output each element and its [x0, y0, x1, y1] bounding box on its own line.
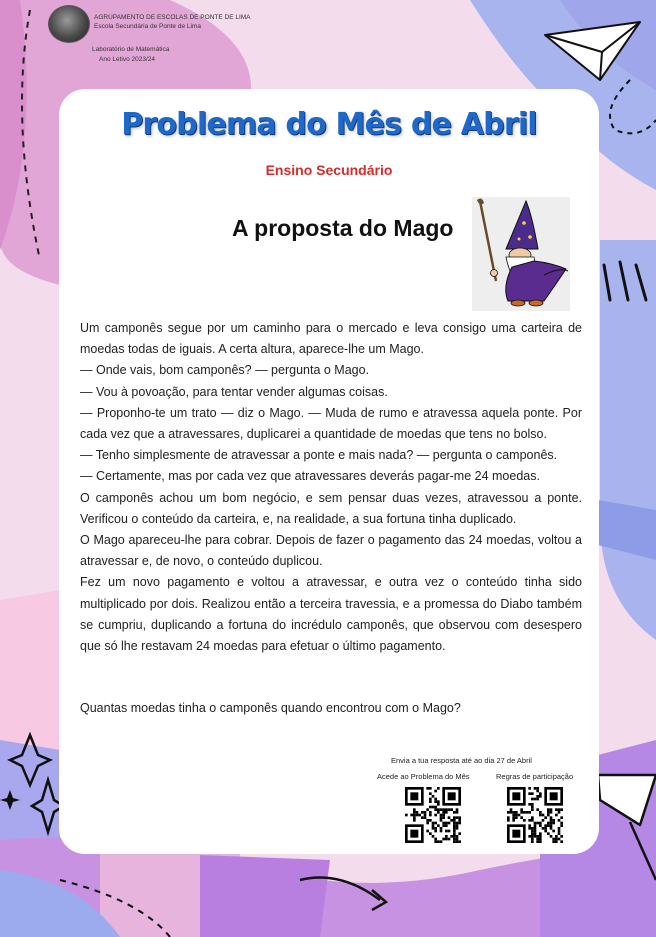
wizard-illustration: [472, 197, 570, 311]
page-title: Problema do Mês de Abril: [121, 107, 537, 142]
school-name: [94, 13, 251, 31]
main-card: [59, 89, 599, 854]
paragraph: — Vou à povoação, para tentar vender algumas coisas.: [80, 384, 388, 399]
qr-code-rules[interactable]: [507, 787, 563, 843]
paragraph: O Mago apareceu-lhe para cobrar. Depois de fazer o pagamento das 24 moedas, voltou a atravessar e, de novo, o conteúdo duplicou.: [80, 533, 582, 569]
paragraph: O camponês achou um bom negócio, e sem pensar duas vezes, atravessou a ponte. Verificou o conteúdo da carteira, e, na realidade, a sua fortuna tinha duplicado.: [80, 490, 582, 526]
school-year: Ano Letivo 2023/24: [99, 56, 156, 63]
lab-line-1: Laboratório de Matemática: [92, 46, 170, 53]
paragraph: Um camponês segue por um caminho para o mercado e leva consigo uma carteira de moedas todas de iguais. A certa altura, aparece-lhe um Mago.: [80, 321, 582, 357]
problem-question: Quantas moedas tinha o camponês quando encontrou com o Mago?: [80, 701, 461, 715]
paragraph: Fez um novo pagamento e voltou a atravessar, e outra vez o conteúdo tinha sido multiplicado por dois. Realizou então a terceira travessia, e a promessa do Diabo também se cumpriu, duplicando a fortuna do incrédulo camponês, que observou com desespero que só lhe restavam 24 moedas para efetuar o último pagamento.: [80, 575, 582, 654]
qr-code-problem[interactable]: [405, 787, 461, 843]
paragraph: — Tenho simplesmente de atravessar a ponte e mais nada? — pergunta o camponês.: [80, 448, 558, 463]
page-subtitle: Ensino Secundário: [265, 162, 393, 178]
problem-title: A proposta do Mago: [232, 215, 454, 241]
paragraph: — Onde vais, bom camponês? — pergunta o Mago.: [80, 363, 370, 378]
school-logo: [48, 5, 90, 43]
deadline-text: Envia a tua resposta até ao dia 27 de Abril: [391, 756, 532, 765]
problem-text: [80, 318, 582, 657]
lab-info: [92, 45, 169, 65]
qr-label-rules: Regras de participação: [496, 772, 574, 781]
paragraph: — Certamente, mas por cada vez que atravessares deverás pagar-me 24 moedas.: [80, 469, 540, 484]
school-line-2: Escola Secundária de Ponte de Lima: [94, 23, 201, 30]
qr-label-problem: Acede ao Problema do Mês: [377, 772, 470, 781]
paragraph: — Proponho-te um trato — diz o Mago. — Muda de rumo e atravessa aquela ponte. Por cada vez que a atravessares, duplicarei a quantidade de moedas que tens no bolso.: [80, 405, 582, 442]
school-line-1: AGRUPAMENTO DE ESCOLAS DE PONTE DE LIMA: [94, 14, 251, 21]
